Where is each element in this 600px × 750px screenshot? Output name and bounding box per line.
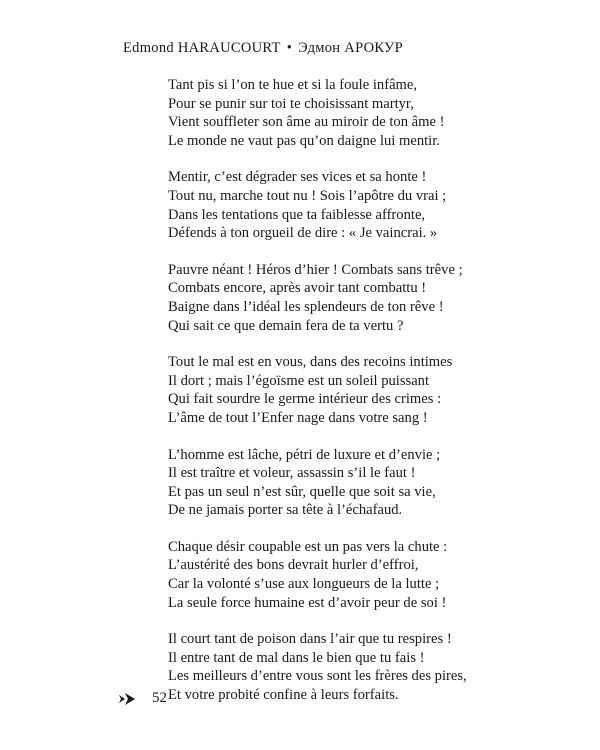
stanza-6 (168, 538, 467, 612)
verse-line: Il est traître et voleur, assassin s’il le faut ! (168, 465, 416, 482)
stanza-7 (168, 630, 467, 704)
header-separator: • (286, 40, 293, 56)
verse-line: Pauvre néant ! Héros d’hier ! Combats sans trêve ; (168, 261, 463, 278)
verse-line: Qui sait ce que demain fera de ta vertu ? (168, 317, 404, 334)
author-french: Edmond HARAUCOURT (123, 40, 281, 56)
verse-line: Défends à ton orgueil de dire : « Je vaincrai. » (168, 225, 438, 242)
author-russian: Эдмон АРОКУР (298, 40, 403, 56)
verse-line: Il entre tant de mal dans le bien que tu fais ! (168, 649, 425, 666)
arrow-right-icon (118, 692, 136, 706)
verse-line: Combats encore, après avoir tant combattu ! (168, 280, 427, 297)
verse-line: De ne jamais porter sa tête à l’échafaud. (168, 502, 403, 519)
verse-line: Qui fait sourdre le germe intérieur des crimes : (168, 391, 442, 408)
stanza-5 (168, 446, 467, 520)
running-header (123, 40, 403, 57)
page-number: 52 (152, 690, 167, 706)
verse-line: L’âme de tout l’Enfer nage dans votre sang ! (168, 409, 428, 426)
stanza-4 (168, 353, 467, 427)
verse-line: Et pas un seul n’est sûr, quelle que soit sa vie, (168, 483, 436, 500)
verse-line: Le monde ne vaut pas qu’on daigne lui mentir. (168, 132, 440, 149)
verse-line: Mentir, c’est dégrader ses vices et sa honte ! (168, 169, 427, 186)
verse-line: Les meilleurs d’entre vous sont les frères des pires, (168, 668, 467, 685)
stanza-3 (168, 261, 467, 335)
verse-line: Il court tant de poison dans l’air que tu respires ! (168, 631, 452, 648)
verse-line: Chaque désir coupable est un pas vers la chute : (168, 538, 448, 555)
verse-line: Tout le mal est en vous, dans des recoins intimes (168, 354, 453, 371)
stanza-2 (168, 168, 467, 242)
verse-line: Car la volonté s’use aux longueurs de la lutte ; (168, 576, 440, 593)
verse-line: Baigne dans l’idéal les splendeurs de ton rêve ! (168, 298, 444, 315)
verse-line: Dans les tentations que ta faiblesse affronte, (168, 206, 426, 223)
poem (168, 76, 467, 723)
verse-line: Tout nu, marche tout nu ! Sois l’apôtre du vrai ; (168, 187, 447, 204)
verse-line: L’austérité des bons devrait hurler d’effroi, (168, 557, 419, 574)
verse-line: Et votre probité confine à leurs forfaits. (168, 687, 399, 704)
page-footer (118, 690, 167, 707)
verse-line: Vient souffleter son âme au miroir de ton âme ! (168, 114, 445, 131)
verse-line: La seule force humaine est d’avoir peur de soi ! (168, 594, 447, 611)
verse-line: Tant pis si l’on te hue et si la foule infâme, (168, 77, 418, 93)
verse-line: L’homme est lâche, pétri de luxure et d’envie ; (168, 446, 441, 463)
verse-line: Pour se punir sur toi te choisissant martyr, (168, 95, 414, 112)
stanza-1 (168, 76, 467, 150)
verse-line: Il dort ; mais l’égoïsme est un soleil puissant (168, 372, 430, 389)
